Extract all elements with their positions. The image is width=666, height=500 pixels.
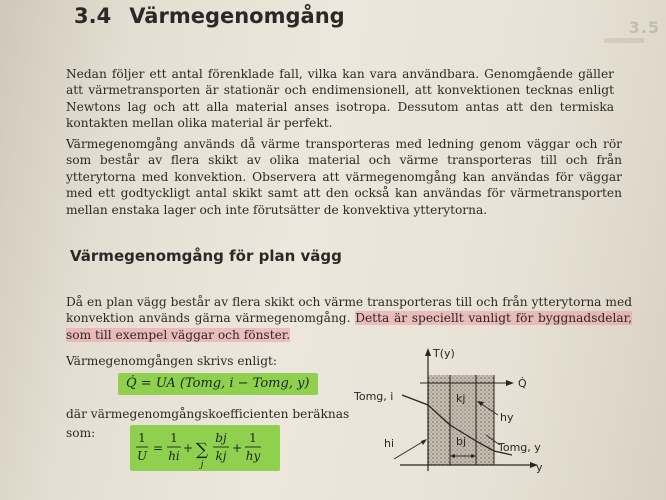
lhs-denominator: U (136, 449, 148, 463)
equals-sign: = (152, 441, 164, 455)
hy-label: hy (500, 411, 514, 424)
paragraph-intro: Nedan följer ett antal förenklade fall, vilka kan vara användbara. Genomgående gäller att värmetransporten är stationär och endimensionell, att konvektionen tecknas enligt Newtons lag och att alla material anses isotropa. Dessutom antas att den termiska kontakten mellan olika material är perfekt. (66, 67, 614, 131)
wall-layer-left (428, 375, 450, 465)
t-axis-label: T(y) (433, 347, 455, 360)
plus-sign-1: + (182, 441, 194, 455)
subsection-heading: Värmegenomgång för plan vägg (70, 247, 342, 265)
wall-diagram (340, 345, 570, 485)
coefficient-intro-text-2: som: (66, 426, 96, 440)
u-value-formula (130, 425, 280, 471)
u-value-formula-svg (130, 425, 280, 471)
tomg-y-label: Tomg, y (498, 441, 541, 454)
sum-index: j (200, 460, 204, 470)
section-title: Värmegenomgång (129, 4, 345, 28)
paragraph-plane-wall (66, 294, 632, 343)
section-number: 3.4 (74, 4, 112, 28)
term2-numerator: bj (215, 431, 227, 445)
term1-denominator: hi (168, 449, 180, 463)
hi-label: hi (384, 437, 395, 450)
bleed-through-text: 3.5 (628, 18, 660, 37)
term2-denominator: kj (215, 449, 227, 463)
wall-layer-right (476, 375, 494, 465)
term3-numerator: 1 (249, 431, 257, 445)
coefficient-intro-text: där värmegenomgångskoefficienten beräknas (66, 407, 350, 421)
heat-flow-formula: Q̇ = UA (Tomg, i − Tomg, y) (118, 373, 318, 395)
wall-layer-middle (450, 375, 476, 465)
formula-intro-text: Värmegenomgången skrivs enligt: (66, 354, 277, 368)
kj-label: kj (456, 392, 466, 405)
plus-sign-2: + (231, 441, 243, 455)
bleed-through-mark (604, 38, 644, 43)
y-axis-label: y (536, 461, 543, 474)
highlighted-sentence: Detta är speciellt vanligt för byggnadsdelar, som till exempel väggar och fönster. (66, 311, 633, 342)
term3-denominator: hy (245, 449, 261, 463)
tomg-i-label: Tomg, i (354, 390, 394, 403)
paragraph-usage: Värmegenomgång används då värme transporteras med ledning genom väggar och rör som består av flera skikt av olika material och värme transporteras till och från ytterytorna med konvektion. Observera att värmegenomgång kan användas för väggar med ett godtyckligt antal skikt samt att den också kan användas för värmetransporten mellan enstaka lager och inte förutsätter de konvektiva ytterytorna. (66, 137, 622, 217)
section-heading (74, 4, 345, 28)
plane-wall-text-part1: Då en plan vägg består av flera skikt och värme transporteras till och från ytterytorna med konvektion används gärna värmegenomgång. (66, 295, 632, 326)
lhs-numerator: 1 (138, 431, 146, 445)
term1-numerator: 1 (170, 431, 178, 445)
bj-label: bj (456, 435, 467, 448)
q-label: Q̇ (518, 377, 527, 390)
sum-symbol: ∑ (195, 440, 209, 460)
